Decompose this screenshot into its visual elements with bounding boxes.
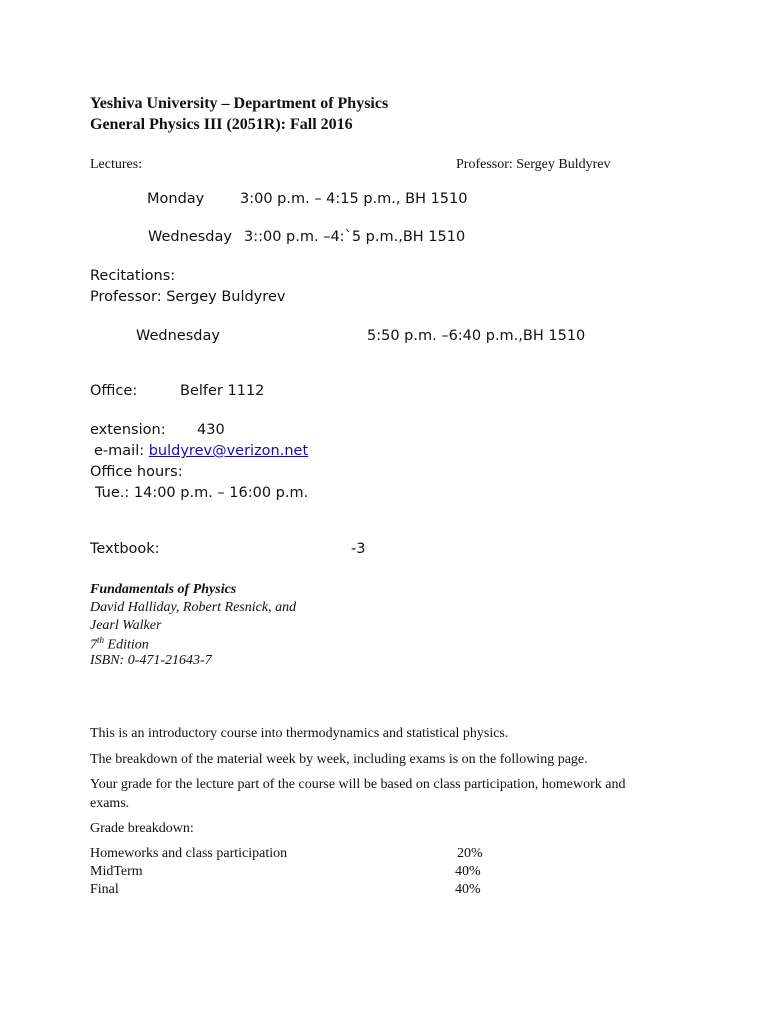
textbook-authors-line2: Jearl Walker xyxy=(90,618,162,633)
grade-item-name: Final xyxy=(90,882,119,897)
grade-item-percent: 40% xyxy=(455,882,481,897)
textbook-label: Textbook: xyxy=(90,541,160,557)
description-p1: This is an introductory course into thermodynamics and statistical physics. xyxy=(90,726,509,741)
email-line xyxy=(94,443,308,459)
grade-item-percent: 40% xyxy=(455,864,481,879)
course-title: General Physics III (2051R): Fall 2016 xyxy=(90,116,353,133)
lecture-time-monday: 3:00 p.m. – 4:15 p.m., BH 1510 xyxy=(240,191,468,207)
office-label: Office: xyxy=(90,383,138,399)
textbook-edition xyxy=(90,635,149,654)
email-label: e-mail: xyxy=(94,443,145,459)
recitations-label: Recitations: xyxy=(90,268,176,284)
edition-word: Edition xyxy=(107,637,149,653)
textbook-authors-line1: David Halliday, Robert Resnick, and xyxy=(90,600,297,615)
lectures-label: Lectures: xyxy=(90,157,143,172)
edition-suffix: th xyxy=(97,635,105,645)
lectures-professor: Professor: Sergey Buldyrev xyxy=(456,157,611,172)
lecture-day-monday: Monday xyxy=(147,191,205,207)
extension-value: 430 xyxy=(197,422,225,438)
grade-item-name: MidTerm xyxy=(90,864,143,879)
grade-breakdown-label: Grade breakdown: xyxy=(90,821,194,836)
office-value: Belfer 1112 xyxy=(180,383,265,399)
email-link[interactable]: buldyrev@verizon.net xyxy=(148,443,309,459)
description-p3-line1: Your grade for the lecture part of the course will be based on class participation, homework and xyxy=(90,777,626,792)
description-p3-line2: exams. xyxy=(90,796,130,811)
textbook-title: Fundamentals of Physics xyxy=(90,582,237,597)
description-p2: The breakdown of the material week by week, including exams is on the following page. xyxy=(90,752,588,767)
recitation-time: 5:50 p.m. –6:40 p.m.,BH 1510 xyxy=(367,328,586,344)
recitations-professor: Professor: Sergey Buldyrev xyxy=(90,289,286,305)
recitation-day: Wednesday xyxy=(136,328,220,344)
office-hours-value: Tue.: 14:00 p.m. – 16:00 p.m. xyxy=(95,485,309,501)
office-hours-label: Office hours: xyxy=(90,464,183,480)
extension-label: extension: xyxy=(90,422,166,438)
lecture-time-wednesday: 3::00 p.m. –4:`5 p.m.,BH 1510 xyxy=(244,229,466,245)
department-heading: Yeshiva University – Department of Physics xyxy=(90,95,389,112)
grade-item-percent: 20% xyxy=(457,846,483,861)
lecture-day-wednesday: Wednesday xyxy=(148,229,232,245)
textbook-note: -3 xyxy=(351,541,366,557)
grade-item-name: Homeworks and class participation xyxy=(90,846,288,861)
textbook-isbn: ISBN: 0-471-21643-7 xyxy=(90,653,212,668)
edition-number: 7 xyxy=(90,637,97,653)
